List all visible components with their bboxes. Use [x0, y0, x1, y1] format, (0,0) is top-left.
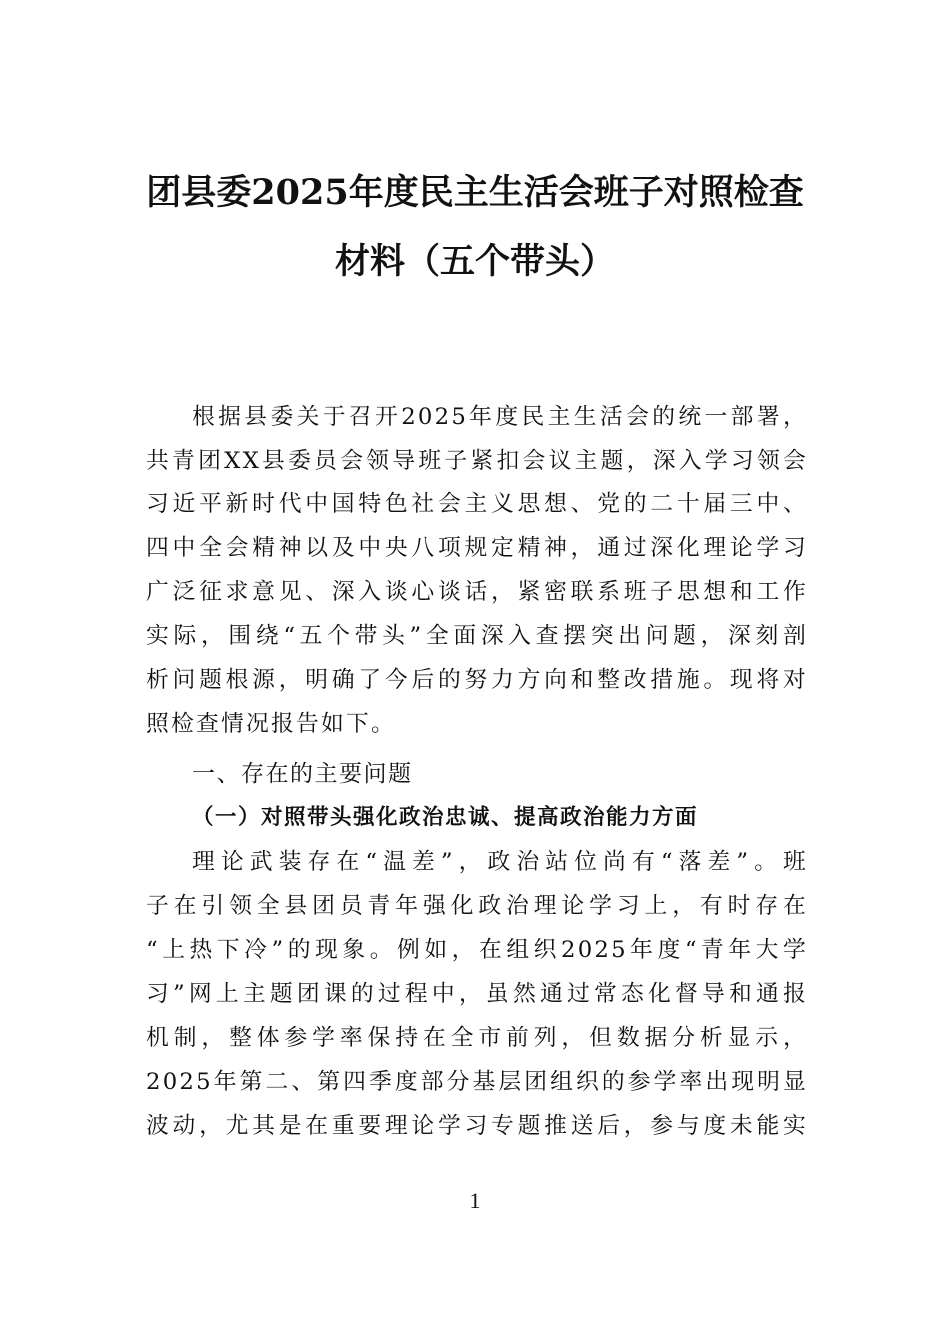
- intro-paragraph-line: 析问题根源，明确了今后的努力方向和整改措施。现将对: [146, 667, 808, 693]
- section-heading-level-2: （一）对照带头强化政治忠诚、提高政治能力方面: [192, 805, 699, 830]
- section-paragraph-line: 2025年第二、第四季度部分基层团组织的参学率出现明显: [146, 1069, 808, 1095]
- intro-paragraph-line: 根据县委关于召开2025年度民主生活会的统一部署，: [192, 404, 808, 430]
- section-paragraph-line: 子在引领全县团员青年强化政治理论学习上，有时存在: [146, 893, 808, 919]
- intro-paragraph-line: 实际，围绕“五个带头”全面深入查摆突出问题，深刻剖: [146, 623, 808, 649]
- intro-paragraph-line: 习近平新时代中国特色社会主义思想、党的二十届三中、: [146, 491, 808, 517]
- document-title-line-2: 材料（五个带头）: [334, 241, 615, 282]
- section-paragraph-line: 习”网上主题团课的过程中，虽然通过常态化督导和通报: [146, 981, 808, 1007]
- section-paragraph-line: “上热下冷”的现象。例如，在组织2025年度“青年大学: [146, 937, 808, 963]
- intro-paragraph-line: 广泛征求意见、深入谈心谈话，紧密联系班子思想和工作: [146, 579, 808, 605]
- intro-paragraph-line: 照检查情况报告如下。: [146, 711, 396, 737]
- section-paragraph-line: 理论武装存在“温差”，政治站位尚有“落差”。班: [192, 849, 808, 875]
- intro-paragraph-line: 四中全会精神以及中央八项规定精神，通过深化理论学习: [146, 535, 808, 561]
- section-paragraph-line: 波动，尤其是在重要理论学习专题推送后，参与度未能实: [146, 1113, 808, 1139]
- page-number: 1: [469, 1188, 481, 1213]
- intro-paragraph-line: 共青团XX县委员会领导班子紧扣会议主题，深入学习领会: [146, 448, 808, 474]
- section-heading-level-1: 一、存在的主要问题: [192, 761, 413, 787]
- document-title-line-1: 团县委2025年度民主生活会班子对照检查: [146, 172, 804, 213]
- section-paragraph-line: 机制，整体参学率保持在全市前列，但数据分析显示，: [146, 1025, 808, 1051]
